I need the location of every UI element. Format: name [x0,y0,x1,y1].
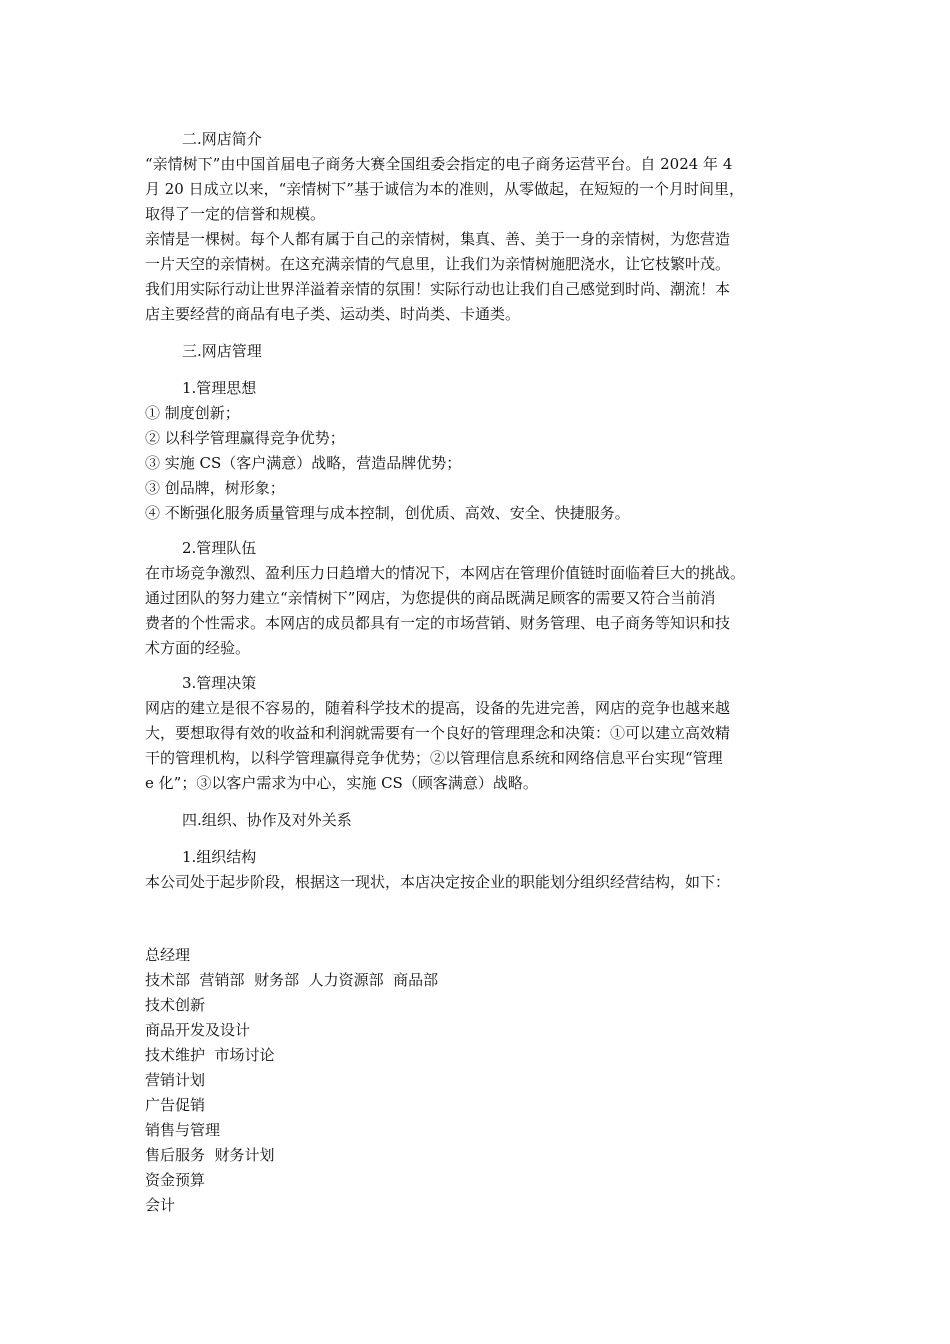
org-line: 资金预算 [145,1171,206,1189]
decision-line: 网店的建立是很不容易的，随着科学技术的提高，设备的先进完善，网店的竞争也越来越 [145,699,731,717]
team-line: 费者的个性需求。本网店的成员都具有一定的市场营销、财务管理、电子商务等知识和技 [145,614,731,632]
management-heading: 三.网店管理 [182,342,262,360]
org-line: 销售与管理 [145,1121,221,1139]
org-line: 技术创新 [145,996,206,1014]
thought-heading: 1.管理思想 [182,379,257,397]
org-line: 营销计划 [145,1071,206,1089]
decision-line: 干的管理机构，以科学管理赢得竞争优势；②以管理信息系统和网络信息平台实现“管理 [145,749,723,767]
list-item: ③ 实施 CS（客户满意）战略，营造品牌优势； [145,454,462,472]
list-item: ④ 不断强化服务质量管理与成本控制，创优质、高效、安全、快捷服务。 [145,504,630,522]
org-line: 商品开发及设计 [145,1021,251,1039]
structure-heading: 1.组织结构 [182,848,257,866]
org-line: 技术维护 市场讨论 [145,1046,275,1064]
org-line: 广告促销 [145,1096,206,1114]
intro-line: 店主要经营的商品有电子类、运动类、时尚类、卡通类。 [145,305,521,323]
list-item: ③ 创品牌，树形象； [145,479,285,497]
thought-list [145,401,810,526]
org-line: 会计 [145,1196,176,1214]
decision-paragraph [145,696,810,796]
team-line: 在市场竞争激烈、盈利压力日趋增大的情况下，本网店在管理价值链时面临着巨大的挑战。 [145,564,746,582]
intro-line: 亲情是一棵树。每个人都有属于自己的亲情树，集真、善、美于一身的亲情树，为您营造 [145,230,731,248]
org-chart-text [145,943,810,1218]
list-item: ① 制度创新； [145,404,240,422]
document-page [145,127,810,1218]
intro-line: 取得了一定的信誉和规模。 [145,205,326,223]
intro-heading: 二.网店简介 [182,130,262,148]
decision-line: 大，要想取得有效的收益和利润就需要有一个良好的管理理念和决策：①可以建立高效精 [145,724,731,742]
intro-line: “亲情树下”由中国首届电子商务大赛全国组委会指定的电子商务运营平台。自 2024 年 4 [145,155,733,173]
org-line: 售后服务 财务计划 [145,1146,275,1164]
org-line: 技术部 营销部 财务部 人力资源部 商品部 [145,971,439,989]
structure-intro: 本公司处于起步阶段，根据这一现状，本店决定按企业的职能划分组织经营结构，如下： [145,873,731,891]
intro-line: 一片天空的亲情树。在这充满亲情的气息里，让我们为亲情树施肥浇水，让它枝繁叶茂。 [145,255,731,273]
decision-line: e 化”；③以客户需求为中心，实施 CS（顾客满意）战略。 [145,774,538,792]
intro-line: 月 20 日成立以来，“亲情树下”基于诚信为本的准则，从零做起，在短短的一个月时间里， [145,180,744,198]
decision-heading: 3.管理决策 [182,674,257,692]
team-heading: 2.管理队伍 [182,539,257,557]
org-line: 总经理 [145,946,191,964]
list-item: ② 以科学管理赢得竞争优势； [145,429,345,447]
team-line: 术方面的经验。 [145,639,251,657]
intro-paragraph [145,152,810,327]
team-line: 通过团队的努力建立“亲情树下”网店，为您提供的商品既满足顾客的需要又符合当前消 [145,589,716,607]
team-paragraph [145,561,810,661]
intro-line: 我们用实际行动让世界洋溢着亲情的氛围！实际行动也让我们自己感觉到时尚、潮流！本 [145,280,731,298]
organization-heading: 四.组织、协作及对外关系 [182,811,352,829]
